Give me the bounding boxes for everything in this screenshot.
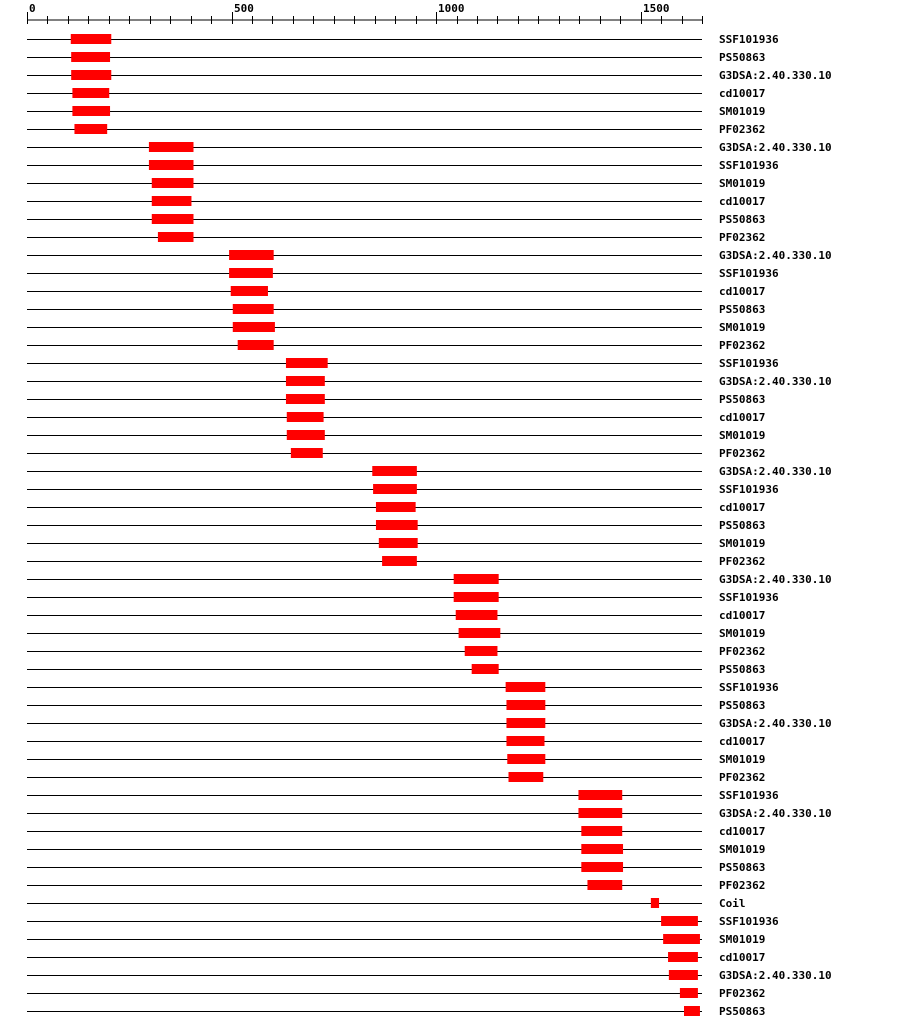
- domain-bar: [379, 538, 418, 548]
- row-label: SSF101936: [719, 267, 779, 280]
- domain-bar: [71, 70, 111, 80]
- domain-bar: [152, 196, 192, 206]
- domain-row: [27, 699, 765, 712]
- domain-bar: [372, 466, 417, 476]
- domain-row: [27, 339, 765, 352]
- domain-bar: [233, 304, 274, 314]
- domain-bar: [459, 628, 501, 638]
- domain-row: [27, 717, 832, 730]
- domain-row: [27, 87, 765, 100]
- domain-row: [27, 465, 832, 478]
- x-tick-label: 0: [29, 2, 36, 15]
- domain-row: [27, 267, 779, 280]
- domain-bar: [661, 916, 698, 926]
- row-label: PF02362: [719, 447, 766, 460]
- domain-row: [27, 807, 832, 820]
- domain-row: [27, 447, 765, 460]
- domain-bar: [680, 988, 698, 998]
- domain-bar: [509, 772, 544, 782]
- x-tick-label: 1500: [643, 2, 670, 15]
- domain-bar: [149, 160, 194, 170]
- row-label: cd10017: [719, 411, 766, 424]
- row-label: cd10017: [719, 951, 766, 964]
- domain-row: [27, 933, 765, 946]
- domain-row: [27, 879, 765, 892]
- domain-bar: [506, 682, 546, 692]
- row-label: G3DSA:2.40.330.10: [719, 573, 832, 586]
- row-label: SSF101936: [719, 357, 779, 370]
- domain-row: [27, 231, 765, 244]
- domain-bar: [506, 718, 545, 728]
- domain-bar: [506, 700, 545, 710]
- domain-row: [27, 915, 779, 928]
- domain-row: [27, 681, 779, 694]
- row-label: PF02362: [719, 771, 766, 784]
- domain-bar: [286, 394, 325, 404]
- domain-row: [27, 357, 779, 370]
- domain-bar: [373, 484, 417, 494]
- row-label: SSF101936: [719, 33, 779, 46]
- domain-row: [27, 303, 765, 316]
- domain-bar: [71, 34, 112, 44]
- row-label: cd10017: [719, 87, 766, 100]
- domain-bar: [152, 214, 194, 224]
- row-label: SM01019: [719, 843, 766, 856]
- domain-bar: [149, 142, 194, 152]
- domain-row: [27, 1005, 765, 1018]
- row-label: Coil: [719, 897, 746, 910]
- domain-bar: [158, 232, 194, 242]
- row-label: PS50863: [719, 1005, 766, 1018]
- row-label: PF02362: [719, 879, 766, 892]
- row-label: PF02362: [719, 645, 766, 658]
- row-label: SM01019: [719, 753, 766, 766]
- domain-bar: [578, 790, 622, 800]
- domain-bar: [506, 736, 544, 746]
- domain-bar: [233, 322, 275, 332]
- domain-bar: [578, 808, 622, 818]
- domain-row: [27, 555, 765, 568]
- row-label: SM01019: [719, 321, 766, 334]
- row-label: G3DSA:2.40.330.10: [719, 969, 832, 982]
- row-label: PF02362: [719, 987, 766, 1000]
- x-tick-label: 1000: [438, 2, 465, 15]
- domain-row: [27, 33, 779, 46]
- row-label: SM01019: [719, 429, 766, 442]
- domain-row: [27, 159, 779, 172]
- domain-bar: [291, 448, 323, 458]
- row-label: cd10017: [719, 609, 766, 622]
- domain-rows: [27, 33, 832, 1018]
- row-label: PS50863: [719, 699, 766, 712]
- domain-row: [27, 213, 765, 226]
- domain-row: [27, 537, 765, 550]
- domain-bar: [472, 664, 499, 674]
- row-label: PF02362: [719, 339, 766, 352]
- row-label: PS50863: [719, 393, 766, 406]
- domain-row: [27, 51, 765, 64]
- row-label: SSF101936: [719, 915, 779, 928]
- domain-bar: [287, 412, 324, 422]
- domain-bar: [238, 340, 274, 350]
- row-label: G3DSA:2.40.330.10: [719, 465, 832, 478]
- row-label: SSF101936: [719, 483, 779, 496]
- domain-bar: [454, 592, 499, 602]
- domain-bar: [456, 610, 498, 620]
- domain-row: [27, 483, 779, 496]
- row-label: G3DSA:2.40.330.10: [719, 69, 832, 82]
- domain-row: [27, 573, 832, 586]
- row-label: PS50863: [719, 213, 766, 226]
- row-label: SSF101936: [719, 591, 779, 604]
- domain-row: [27, 987, 765, 1000]
- domain-row: [27, 123, 765, 136]
- domain-row: [27, 609, 765, 622]
- domain-bar: [376, 520, 418, 530]
- domain-row: [27, 249, 832, 262]
- domain-bar: [74, 124, 107, 134]
- domain-bar: [286, 358, 328, 368]
- row-label: cd10017: [719, 501, 766, 514]
- domain-row: [27, 969, 832, 982]
- domain-row: [27, 411, 765, 424]
- row-label: cd10017: [719, 825, 766, 838]
- domain-row: [27, 627, 765, 640]
- row-label: PS50863: [719, 861, 766, 874]
- domain-bar: [286, 376, 325, 386]
- row-label: PS50863: [719, 51, 766, 64]
- domain-row: [27, 285, 765, 298]
- domain-row: [27, 141, 832, 154]
- row-label: PS50863: [719, 303, 766, 316]
- domain-row: [27, 375, 832, 388]
- row-label: cd10017: [719, 285, 766, 298]
- x-axis: [27, 2, 703, 24]
- domain-bar: [684, 1006, 700, 1016]
- domain-row: [27, 753, 765, 766]
- domain-bar: [382, 556, 417, 566]
- row-label: G3DSA:2.40.330.10: [719, 807, 832, 820]
- domain-bar: [72, 88, 109, 98]
- domain-bar: [287, 430, 325, 440]
- domain-row: [27, 663, 765, 676]
- row-label: G3DSA:2.40.330.10: [719, 249, 832, 262]
- row-label: SM01019: [719, 627, 766, 640]
- domain-row: [27, 735, 765, 748]
- domain-bar: [507, 754, 545, 764]
- domain-row: [27, 177, 765, 190]
- domain-bar: [669, 970, 698, 980]
- row-label: SM01019: [719, 933, 766, 946]
- row-label: SSF101936: [719, 681, 779, 694]
- domain-bar: [663, 934, 700, 944]
- domain-row: [27, 393, 765, 406]
- row-label: SM01019: [719, 105, 766, 118]
- domain-row: [27, 825, 765, 838]
- domain-bar: [229, 250, 274, 260]
- domain-row: [27, 321, 765, 334]
- row-label: PS50863: [719, 663, 766, 676]
- row-label: G3DSA:2.40.330.10: [719, 141, 832, 154]
- domain-bar: [581, 844, 623, 854]
- row-label: G3DSA:2.40.330.10: [719, 717, 832, 730]
- domain-bar: [465, 646, 498, 656]
- domain-row: [27, 195, 765, 208]
- domain-bar: [231, 286, 268, 296]
- domain-row: [27, 591, 779, 604]
- domain-row: [27, 429, 765, 442]
- row-label: SM01019: [719, 537, 766, 550]
- domain-bar: [229, 268, 273, 278]
- row-label: PF02362: [719, 123, 766, 136]
- domain-row: [27, 519, 765, 532]
- row-label: SSF101936: [719, 789, 779, 802]
- row-label: G3DSA:2.40.330.10: [719, 375, 832, 388]
- row-label: PF02362: [719, 555, 766, 568]
- domain-bar: [587, 880, 622, 890]
- domain-row: [27, 771, 765, 784]
- domain-row: [27, 105, 765, 118]
- domain-bar: [581, 862, 623, 872]
- domain-bar: [668, 952, 698, 962]
- row-label: cd10017: [719, 195, 766, 208]
- domain-bar: [651, 898, 659, 908]
- domain-row: [27, 861, 765, 874]
- domain-bar: [71, 52, 110, 62]
- domain-row: [27, 951, 765, 964]
- domain-row: [27, 843, 765, 856]
- row-label: PF02362: [719, 231, 766, 244]
- domain-bar: [454, 574, 499, 584]
- domain-row: [27, 69, 832, 82]
- domain-row: [27, 645, 765, 658]
- domain-row: [27, 897, 746, 910]
- x-tick-label: 500: [234, 2, 254, 15]
- domain-bar: [72, 106, 110, 116]
- domain-bar: [376, 502, 416, 512]
- domain-row: [27, 789, 779, 802]
- domain-bar: [581, 826, 622, 836]
- row-label: SSF101936: [719, 159, 779, 172]
- row-label: SM01019: [719, 177, 766, 190]
- domain-bar: [152, 178, 194, 188]
- row-label: PS50863: [719, 519, 766, 532]
- row-label: cd10017: [719, 735, 766, 748]
- domain-row: [27, 501, 765, 514]
